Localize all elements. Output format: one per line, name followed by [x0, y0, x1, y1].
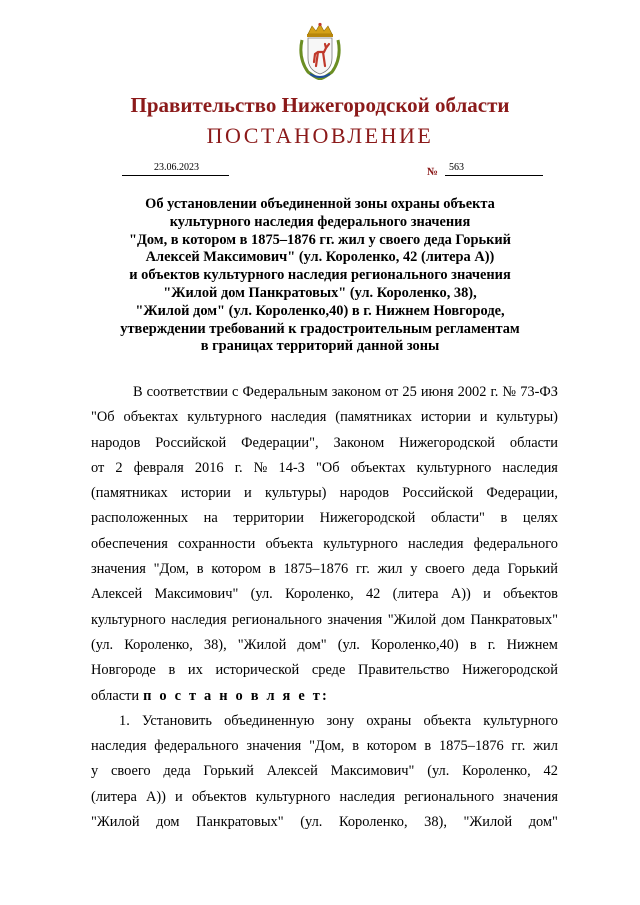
subject-line: "Жилой дом" (ул. Короленко,40) в г. Нижнем Новгороде, [135, 302, 505, 319]
government-title: Правительство Нижегородской области [130, 93, 510, 117]
text-line: "Об объектах культурного наследия (памятниках истории и культуры) [91, 409, 558, 426]
number-label: № [427, 166, 439, 178]
subject-line: "Жилой дом Панкратовых" (ул. Короленко, 38), [163, 284, 477, 301]
subject-line: в границах территорий данной зоны [200, 338, 440, 355]
subject-line: утверждении требований к градостроительным регламентам [120, 320, 520, 337]
text-line: наследия федерального значения "Дом, в котором в 1875–1876 гг. жил [91, 738, 558, 755]
text-line: от 2 февраля 2016 г. № 14-З "Об объектах культурного наследия [91, 459, 558, 476]
text-line: (ул. Короленко, 38), "Жилой дом" (ул. Короленко,40) в г. Нижнем [91, 636, 558, 653]
text-line: народов Российской Федерации", Законом Нижегородской области [91, 434, 558, 451]
text-line: 1. Установить объединенную зону охраны объекта культурного [119, 712, 558, 729]
text-line: значения "Дом, в котором в 1875–1876 гг. жил у своего деда Горький [91, 561, 558, 578]
text-line: Новгороде в их исторической среде Правительство Нижегородской [91, 662, 558, 679]
subject-line: культурного наследия федерального значения [169, 213, 471, 230]
decree-body [91, 380, 558, 835]
decree-number: 563 [445, 161, 543, 176]
text-line: обеспечения сохранности объекта культурного наследия федерального [91, 535, 558, 552]
decree-subject [80, 196, 560, 356]
coat-of-arms-icon [296, 22, 344, 80]
text-line: "Жилой дом Панкратовых" (ул. Короленко, 38), "Жилой дом" [91, 814, 558, 831]
resolve-line [91, 684, 558, 709]
subject-line: Алексей Максимович" (ул. Короленко, 42 (литера А)) [145, 249, 495, 266]
text-line: В соответствии с Федеральным законом от 25 июня 2002 г. № 73-ФЗ [133, 384, 558, 400]
text-line: (литера А)) и объектов культурного наследия регионального значения [91, 788, 558, 805]
subject-line: "Дом, в котором в 1875–1876 гг. жил у своего деда Горький [129, 231, 511, 248]
text-line: расположенных на территории Нижегородской области" в целях [91, 510, 558, 527]
text-line: Алексей Максимович" (ул. Короленко, 42 (литера А)) и объектов [91, 586, 558, 603]
text-line: у своего деда Горький Алексей Максимович" (ул. Короленко, 42 [91, 763, 558, 780]
subject-line: Об установлении объединенной зоны охраны объекта [145, 196, 495, 212]
decree-title: ПОСТАНОВЛЕНИЕ [206, 123, 434, 148]
decree-date: 23.06.2023 [122, 161, 229, 176]
subject-line: и объектов культурного наследия регионального значения [129, 267, 511, 284]
resolve-emphasis: п о с т а н о в л я е т: [143, 687, 329, 704]
resolve-prefix: области [91, 687, 140, 704]
text-line: (памятниках истории и культуры) народов Российской Федерации, [91, 485, 558, 502]
text-line: культурного наследия регионального значения "Жилой дом Панкратовых" [91, 611, 558, 628]
